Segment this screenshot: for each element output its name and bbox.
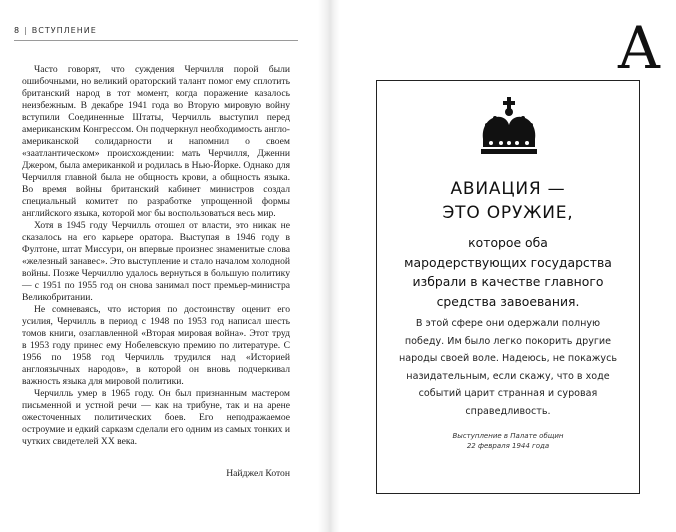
paragraph: Не сомневаясь, что история по достоинству оценит его усилия, Черчилль в период с 1948 по 1953 год написал шесть томов книги, озаглавленной «Вторая мировая война». Этот труд в 1953 году принес ему Нобелевскую премию по литературе. С 1956 по 1958 год Черчилль трудился над «Историей англоязычных народов», в которой он вновь подчеркивал важность языка для мировой политики. — [22, 304, 290, 387]
quote-body — [377, 315, 639, 420]
running-head-rule — [14, 40, 298, 41]
paragraph: Черчилль умер в 1965 году. Он был признанным мастером письменной и устной речи — как на трибуне, так и на арене ожесточенных политических боев. Его неподражаемое остроумие и едкий сарказм сделали его одним из самых тонких и чутких свидетелей XX века. — [22, 388, 290, 447]
quote-subtitle-line: мародерствующих государства — [404, 254, 612, 270]
quote-source-line: Выступление в Палате общин — [452, 432, 564, 440]
quote-title — [377, 177, 639, 225]
quote-subtitle-line: которое оба — [468, 235, 548, 250]
running-head-separator: | — [24, 26, 28, 35]
right-page — [340, 0, 676, 532]
quote-source-line: 22 февраля 1944 года — [466, 442, 550, 450]
quote-source — [377, 431, 639, 451]
page-number: 8 — [14, 26, 21, 35]
quote-body-line: В этой сфере они одержали полную — [415, 318, 601, 329]
author-signature: Найджел Котон — [226, 468, 290, 479]
body-text — [22, 64, 290, 448]
quote-subtitle — [377, 233, 639, 311]
quote-title-line: ЭТО ОРУЖИЕ, — [442, 203, 574, 223]
quote-subtitle-line: средства завоевания. — [436, 293, 580, 309]
quote-body-line: народы своей воле. Надеюсь, не покажусь — [398, 353, 618, 364]
quote-frame — [376, 80, 640, 494]
quote-body-line: назидательным, если скажу, что в ходе — [406, 370, 610, 382]
quote-title-line: АВИАЦИЯ — — [450, 179, 566, 199]
chapter-letter: A — [618, 14, 660, 82]
paragraph: Часто говорят, что суждения Черчилля порой были ошибочными, но великий ораторский талант помог ему сплотить британский народ в тот момент, когда поражение казалось неизбежным. В декабре 1941 года во Вторую мировую войну вступили Соединенные Штаты, Черчилль выступил перед американским Конгрессом. Он подчеркнул необходимость англо-американской солидарности и напомнил о своем «заатлантическом» происхождении: мать Черчилля, Дженни Джером, была американкой и родилась в Нью-Йорке. Однако для Черчилля главной была не общность крови, а общность языка. Во время войны британский кабинет министров создал специальный комитет по разработке упрощенной формы английского языка, которой мог бы воспользоваться весь мир. — [22, 64, 290, 219]
quote-subtitle-line: избрали в качестве главного — [412, 274, 604, 289]
paragraph: Хотя в 1945 году Черчилль отошел от власти, это никак не сказалось на его карьере оратора. Выступая в 1946 году в Фултоне, штат Миссури, он впервые произнес знаменитые слова «железный занавес». Это выступление и стало началом холодной войны. Позже Черчиллю удалось вернуться в большую политику — с 1951 по 1955 год он снова занимал пост премьер-министра Великобритании. — [22, 220, 290, 303]
left-page — [0, 0, 318, 532]
quote-body-line: событий царит странная и суровая — [418, 388, 598, 399]
section-title: ВСТУПЛЕНИЕ — [31, 26, 97, 35]
book-gutter — [318, 0, 340, 532]
crown-icon — [477, 95, 541, 157]
quote-body-line: победу. Им было легко покорить другие — [404, 335, 612, 347]
quote-body-line: справедливость. — [465, 405, 551, 417]
running-head — [14, 26, 298, 35]
